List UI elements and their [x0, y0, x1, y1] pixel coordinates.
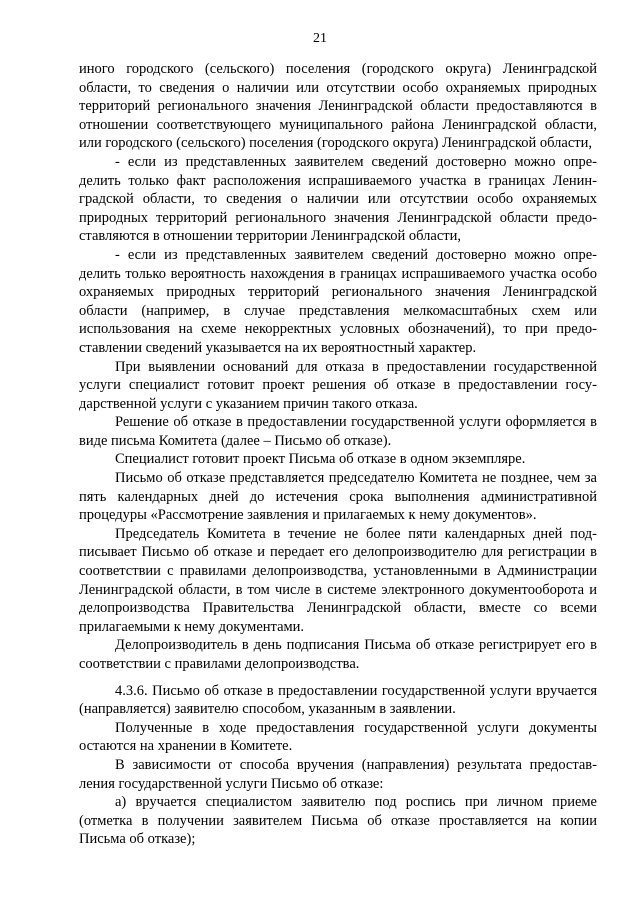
paragraph-refusal-grounds: При выявлении оснований для отказа в предоставлении государственной услуги специалист готовит проект решения об отказе в предоставлении государственной услуги с указанием причин такого отказа.: [79, 358, 597, 412]
document-body: [79, 60, 597, 849]
page-number: 21: [313, 31, 327, 46]
paragraph-letter-submission: Письмо об отказе представляется председателю Комитета не позднее, чем за пять календарных дней до истечения срока выполнения административной процедуры «Рассмотрение заявления и прилагаемых к нему документов».: [79, 470, 597, 524]
paragraph-list-item-region: - если из представленных заявителем сведений достоверно можно определить только факт расположения испрашиваемого участка в границах Ленинградской области, то сведения о наличии или отсутствии особо охраняемых природных территорий регионального значения Ленинградской области предоставляются в отношении территории Ленинградской области,: [79, 153, 597, 245]
paragraph-registration: Делопроизводитель в день подписания Письма об отказе регистрирует его в соответствии с правилами делопроизводства.: [79, 637, 597, 672]
paragraph-draft-letter: Специалист готовит проект Письма об отказе в одном экземпляре.: [115, 451, 526, 468]
paragraph-document-storage: Полученные в ходе предоставления государственной услуги документы остаются на хранении в Комитете.: [79, 719, 597, 755]
paragraph-list-item-probability: - если из представленных заявителем сведений достоверно можно определить только вероятность нахождения в границах испрашиваемого участка особо охраняемых природных территорий регионального значения Ленинградской области (например, в случае представления мелкомасштабных схем или использования на схеме некорректных условных обозначений), то при предоставлении сведений указывается на их вероятностный характер.: [79, 246, 597, 356]
paragraph-delivery-method: В зависимости от способа вручения (направления) результата предоставления государственной услуги Письмо об отказе:: [79, 756, 597, 792]
paragraph-section-4-3-6: 4.3.6. Письмо об отказе в предоставлении государственной услуги вручается (направляется) заявителю способом, указанным в заявлении.: [79, 682, 597, 718]
paragraph-continuation: иного городского (сельского) поселения (городского округа) Ленинградской области, то сведения о наличии или отсутствии особо охраняемых природных территорий регионального значения Ленинградской области предоставляются в отношении соответствующего муниципального района Ленинградской области, или городского (сельского) поселения (городского округа) Ленинградской области,: [79, 61, 597, 152]
paragraph-refusal-decision: Решение об отказе в предоставлении государственной услуги оформляется в виде письма Комитета (далее – Письмо об отказе).: [79, 414, 597, 449]
paragraph-chairman-signs: Председатель Комитета в течение не более пяти календарных дней подписывает Письмо об отказе и передает его делопроизводителю для регистрации в соответствии с правилами делопроизводства, установленными в Администрации Ленинградской области, в том числе в системе электронного документооборота и делопроизводства Правительства Ленинградской области, вместе со всеми прилагаемыми к нему документами.: [79, 525, 597, 635]
paragraph-delivery-in-person: а) вручается специалистом заявителю под роспись при личном приеме (отметка в получении заявителем Письма об отказе проставляется на копии Письма об отказе);: [79, 794, 597, 848]
